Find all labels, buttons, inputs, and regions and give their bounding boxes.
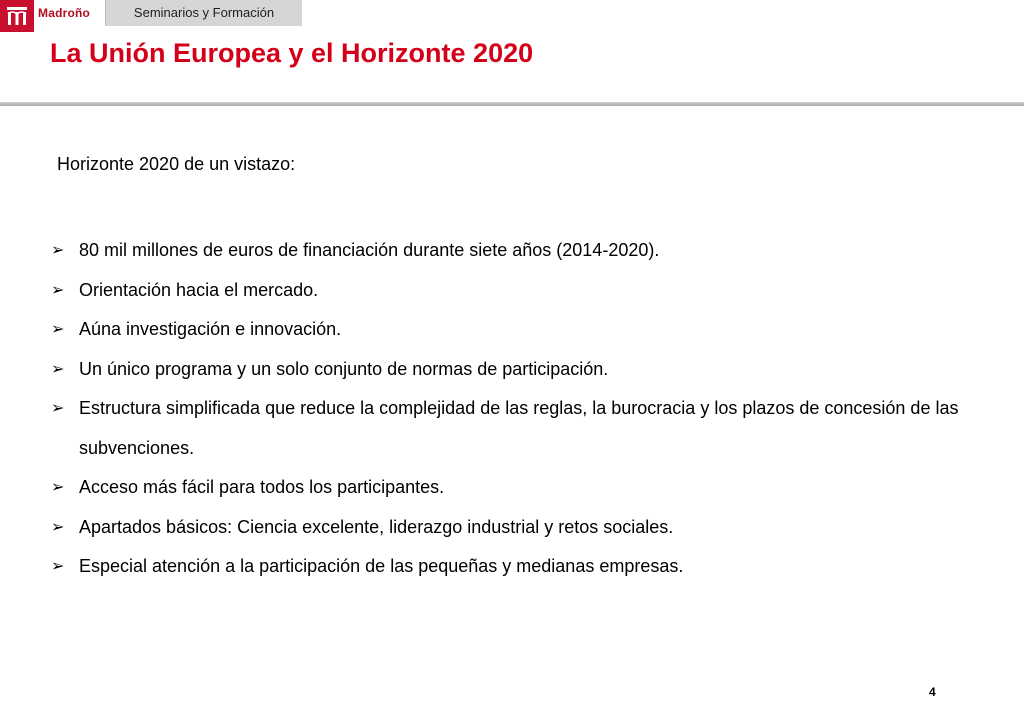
- bullet-item: [51, 389, 981, 468]
- bullet-item: [51, 310, 981, 350]
- title-divider: [0, 102, 1024, 106]
- bullet-text: Apartados básicos: Ciencia excelente, liderazgo industrial y retos sociales.: [79, 516, 674, 537]
- arrowhead-bullet-icon: ➢: [51, 400, 65, 417]
- brand-bar: [0, 0, 105, 32]
- bullet-text: Un único programa y un solo conjunto de normas de participación.: [79, 358, 609, 379]
- bullet-text: Acceso más fácil para todos los participantes.: [79, 477, 445, 497]
- logo-icon: [6, 6, 28, 26]
- bullet-list: [51, 231, 981, 587]
- brand-name: Madroño: [38, 6, 91, 20]
- arrowhead-bullet-icon: ➢: [51, 518, 65, 536]
- arrowhead-bullet-icon: ➢: [51, 360, 65, 378]
- bullet-item: [51, 547, 981, 587]
- arrowhead-bullet-icon: ➢: [51, 479, 65, 496]
- madrono-logo: [0, 0, 34, 32]
- arrowhead-bullet-icon: ➢: [51, 242, 65, 259]
- bullet-item: [51, 350, 981, 390]
- bullet-item: [51, 468, 981, 508]
- bullet-text: Especial atención a la participación de las pequeñas y medianas empresas.: [79, 556, 684, 576]
- bullet-item: [51, 508, 981, 548]
- bullet-item: [51, 271, 981, 311]
- arrowhead-bullet-icon: ➢: [51, 558, 65, 575]
- slide-title: La Unión Europea y el Horizonte 2020: [50, 38, 534, 68]
- intro-text: Horizonte 2020 de un vistazo:: [57, 154, 296, 174]
- page-number: 4: [929, 685, 936, 699]
- section-tab: Seminarios y Formación: [105, 0, 302, 26]
- bullet-text: 80 mil millones de euros de financiación durante siete años (2014-2020).: [79, 240, 660, 260]
- arrowhead-bullet-icon: ➢: [51, 281, 65, 299]
- bullet-text: Aúna investigación e innovación.: [79, 319, 342, 339]
- bullet-text: Estructura simplificada que reduce la complejidad de las reglas, la burocracia y los plazos de concesión de las subvenciones.: [79, 398, 959, 458]
- arrowhead-bullet-icon: ➢: [51, 321, 65, 338]
- bullet-item: [51, 231, 981, 271]
- bullet-text: Orientación hacia el mercado.: [79, 279, 319, 300]
